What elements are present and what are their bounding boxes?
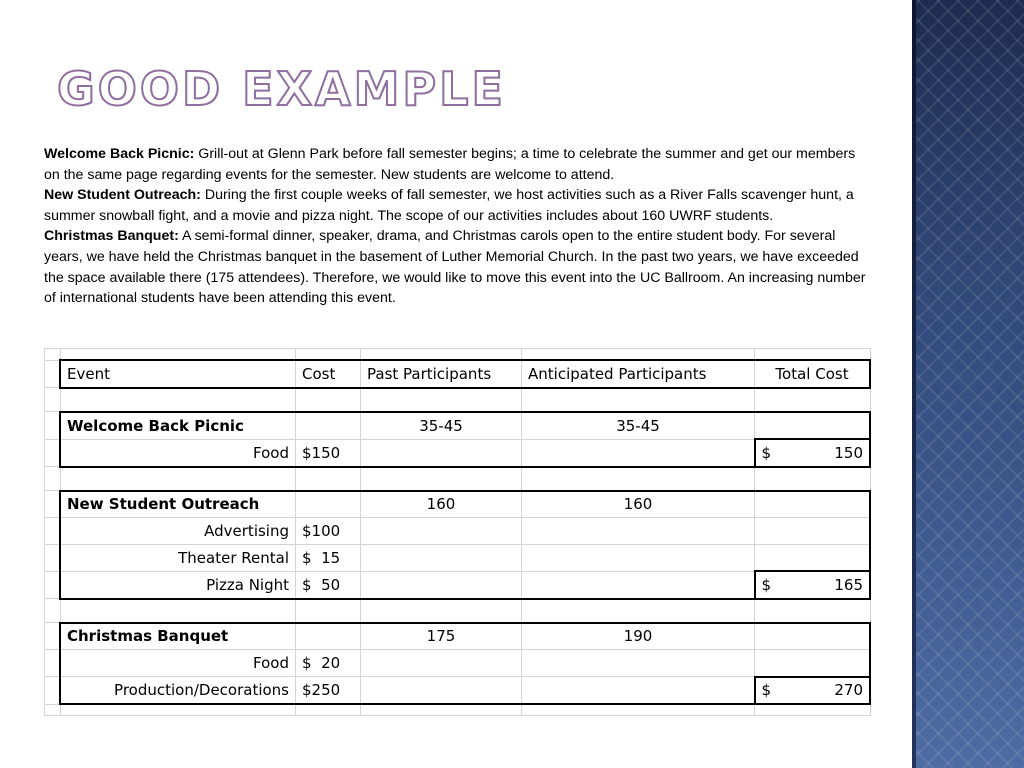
past-participants: 160	[361, 491, 522, 518]
paragraph-text: A semi-formal dinner, speaker, drama, and Christmas carols open to the entire student body. For several years, we have held the Christmas banquet in the basement of Luther Memorial Church. In the past two years, we have exceeded the space available there (175 attendees). Therefore, we would like to move this event into the UC Ballroom. An increasing number of international students have been attending this event.	[44, 228, 866, 307]
item-label: Production/Decorations	[60, 677, 296, 705]
spacer-row	[45, 599, 871, 623]
table-row	[45, 439, 871, 467]
header-row	[45, 360, 871, 388]
anticipated-participants: 35-45	[522, 412, 755, 440]
description-text	[44, 144, 874, 309]
budget-table	[44, 348, 871, 716]
currency-symbol: $	[761, 681, 772, 700]
paragraph-new-student-outreach	[44, 185, 874, 226]
item-cost: $ 50	[296, 571, 361, 599]
decorative-side-panel	[912, 0, 1024, 768]
item-cost: $100	[296, 518, 361, 545]
item-cost: $ 20	[296, 650, 361, 677]
spacer-row	[45, 388, 871, 412]
total-value: 150	[834, 443, 863, 462]
table-row	[45, 677, 871, 705]
total-cost	[755, 677, 871, 705]
item-label: Pizza Night	[60, 571, 296, 599]
item-cost: $150	[296, 439, 361, 467]
paragraph-text: Grill-out at Glenn Park before fall semester begins; a time to celebrate the summer and get our members on the same page regarding events for the semester. New students are welcome to attend.	[44, 146, 856, 183]
total-cost	[755, 571, 871, 599]
paragraph-christmas-banquet	[44, 226, 874, 308]
total-value: 165	[834, 575, 863, 594]
item-cost: $250	[296, 677, 361, 705]
table-row	[45, 571, 871, 599]
paragraph-label: Welcome Back Picnic:	[44, 146, 195, 162]
header-event: Event	[60, 360, 296, 388]
paragraph-label: Christmas Banquet:	[44, 228, 179, 245]
header-cost: Cost	[296, 360, 361, 388]
event-name: New Student Outreach	[60, 491, 296, 518]
total-value: 270	[834, 681, 863, 700]
event-name: Christmas Banquet	[60, 623, 296, 650]
item-cost: $ 15	[296, 544, 361, 571]
header-total-cost: Total Cost	[755, 360, 871, 388]
spacer-row	[45, 704, 871, 716]
event-name: Welcome Back Picnic	[60, 412, 296, 440]
currency-symbol: $	[761, 443, 772, 462]
past-participants: 35-45	[361, 412, 522, 440]
item-label: Food	[60, 439, 296, 467]
table-row	[45, 491, 871, 518]
budget-spreadsheet	[44, 348, 871, 716]
past-participants: 175	[361, 623, 522, 650]
anticipated-participants: 190	[522, 623, 755, 650]
table-row	[45, 518, 871, 545]
table-row	[45, 412, 871, 440]
item-label: Advertising	[60, 518, 296, 545]
table-row	[45, 650, 871, 677]
header-anticipated-participants: Anticipated Participants	[522, 360, 755, 388]
slide-title: GOOD EXAMPLE	[57, 62, 506, 116]
paragraph-text: During the first couple weeks of fall semester, we host activities such as a River Falls scavenger hunt, a summer snowball fight, and a movie and pizza night. The scope of our activities includes about 160 UWRF students.	[44, 187, 854, 224]
paragraph-welcome-back-picnic	[44, 144, 874, 185]
total-cost	[755, 439, 871, 467]
currency-symbol: $	[761, 575, 772, 594]
table-row	[45, 623, 871, 650]
spacer-row	[45, 349, 871, 361]
table-row	[45, 544, 871, 571]
spacer-row	[45, 467, 871, 491]
header-past-participants: Past Participants	[361, 360, 522, 388]
paragraph-label: New Student Outreach:	[44, 187, 201, 204]
item-label: Theater Rental	[60, 544, 296, 571]
anticipated-participants: 160	[522, 491, 755, 518]
item-label: Food	[60, 650, 296, 677]
